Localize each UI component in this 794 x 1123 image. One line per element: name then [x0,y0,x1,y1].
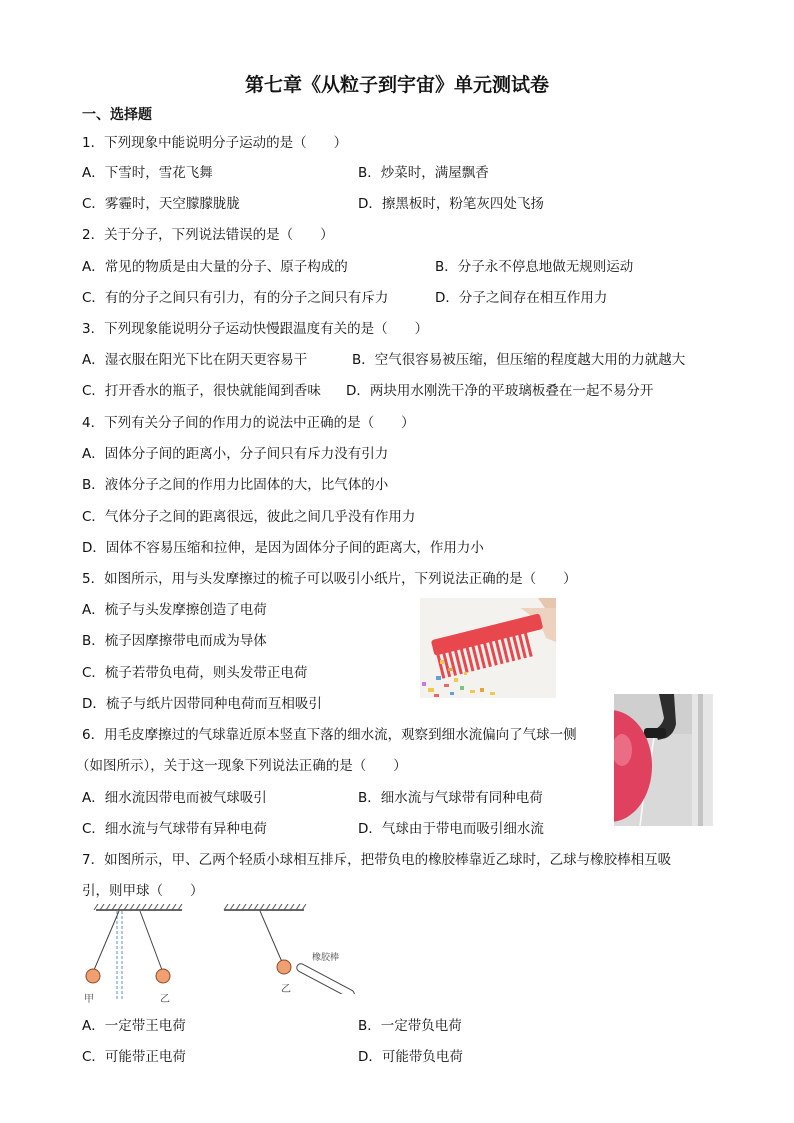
question-1-option-b: B．炒菜时，满屋飘香 [358,165,489,181]
section-heading: 一、选择题 [82,107,152,123]
question-3-option-a: A．湿衣服在阳光下比在阴天更容易干 [82,352,308,368]
ball-label-yi: 乙 [160,994,170,1005]
question-6-option-d: D．气球由于带电而吸引细水流 [358,821,544,837]
question-2-option-c: C．有的分子之间只有引力，有的分子之间只有斥力 [82,290,389,306]
question-4-option-c: C．气体分子之间的距离很远，彼此之间几乎没有作用力 [82,509,416,525]
question-2-option-b: B．分子永不停息地做无规则运动 [435,259,634,275]
question-4-option-a: A．固体分子间的距离小，分子间只有斥力没有引力 [82,446,389,462]
question-1-option-c: C．雾霾时，天空朦朦胧胧 [82,196,240,212]
question-4-option-b: B．液体分子之间的作用力比固体的大，比气体的小 [82,477,389,493]
question-6-stem-line2: （如图所示），关于这一现象下列说法正确的是（ ） [76,758,407,774]
question-6-option-a: A．细水流因带电而被气球吸引 [82,790,267,806]
question-6-stem-line1: 6．用毛皮摩擦过的气球靠近原本竖直下落的细水流，观察到细水流偏向了气球一侧 [82,727,577,743]
question-1-option-d: D．擦黑板时，粉笔灰四处飞扬 [358,196,544,212]
ball-label-jia: 甲 [84,994,94,1005]
question-5-option-b: B．梳子因摩擦带电而成为导体 [82,633,267,649]
question-1-stem: 1．下列现象中能说明分子运动的是（ ） [82,135,348,151]
question-4-stem: 4．下列有关分子间的作用力的说法中正确的是（ ） [82,415,415,431]
question-3-stem: 3．下列现象能说明分子运动快慢跟温度有关的是（ ） [82,321,429,337]
question-2-option-d: D．分子之间存在相互作用力 [435,290,608,306]
question-6-option-b: B．细水流与气球带有同种电荷 [358,790,543,806]
question-5-option-c: C．梳子若带负电荷，则头发带正电荷 [82,665,308,681]
question-5-option-a: A．梳子与头发摩擦创造了电荷 [82,602,267,618]
question-2-option-a: A．常见的物质是由大量的分子、原子构成的 [82,259,348,275]
question-5-option-d: D．梳子与纸片因带同种电荷而互相吸引 [82,696,322,712]
question-7-stem-line1: 7．如图所示，甲、乙两个轻质小球相互排斥，把带负电的橡胶棒靠近乙球时，乙球与橡胶棒相互吸 [82,852,672,868]
question-1-option-a: A．下雪时，雪花飞舞 [82,165,213,181]
question-7-option-a: A．一定带王电荷 [82,1018,186,1034]
question-3-option-b: B．空气很容易被压缩，但压缩的程度越大用的力就越大 [352,352,686,368]
comb-figure [420,598,556,698]
ball-label-yi-2: 乙 [281,984,291,995]
question-6-option-c: C．细水流与气球带有异种电荷 [82,821,267,837]
page-title: 第七章《从粒子到宇宙》单元测试卷 [244,74,549,96]
question-2-stem: 2．关于分子，下列说法错误的是（ ） [82,227,334,243]
ball-rod-figure [222,904,362,994]
question-7-option-c: C．可能带正电荷 [82,1049,186,1065]
balloon-water-figure [614,694,713,826]
question-7-option-d: D．可能带负电荷 [358,1049,463,1065]
two-balls-figure [82,904,192,1004]
rubber-rod-label: 橡胶棒 [312,953,340,963]
question-7-stem-line2: 引，则甲球（ ） [82,883,204,899]
question-3-option-d: D．两块用水刚洗干净的平玻璃板叠在一起不易分开 [346,383,654,399]
question-4-option-d: D．固体不容易压缩和拉伸，是因为固体分子间的距离大，作用力小 [82,540,484,556]
question-3-option-c: C．打开香水的瓶子，很快就能闻到香味 [82,383,321,399]
question-5-stem: 5．如图所示，用与头发摩擦过的梳子可以吸引小纸片，下列说法正确的是（ ） [82,571,577,587]
question-7-option-b: B．一定带负电荷 [358,1018,462,1034]
